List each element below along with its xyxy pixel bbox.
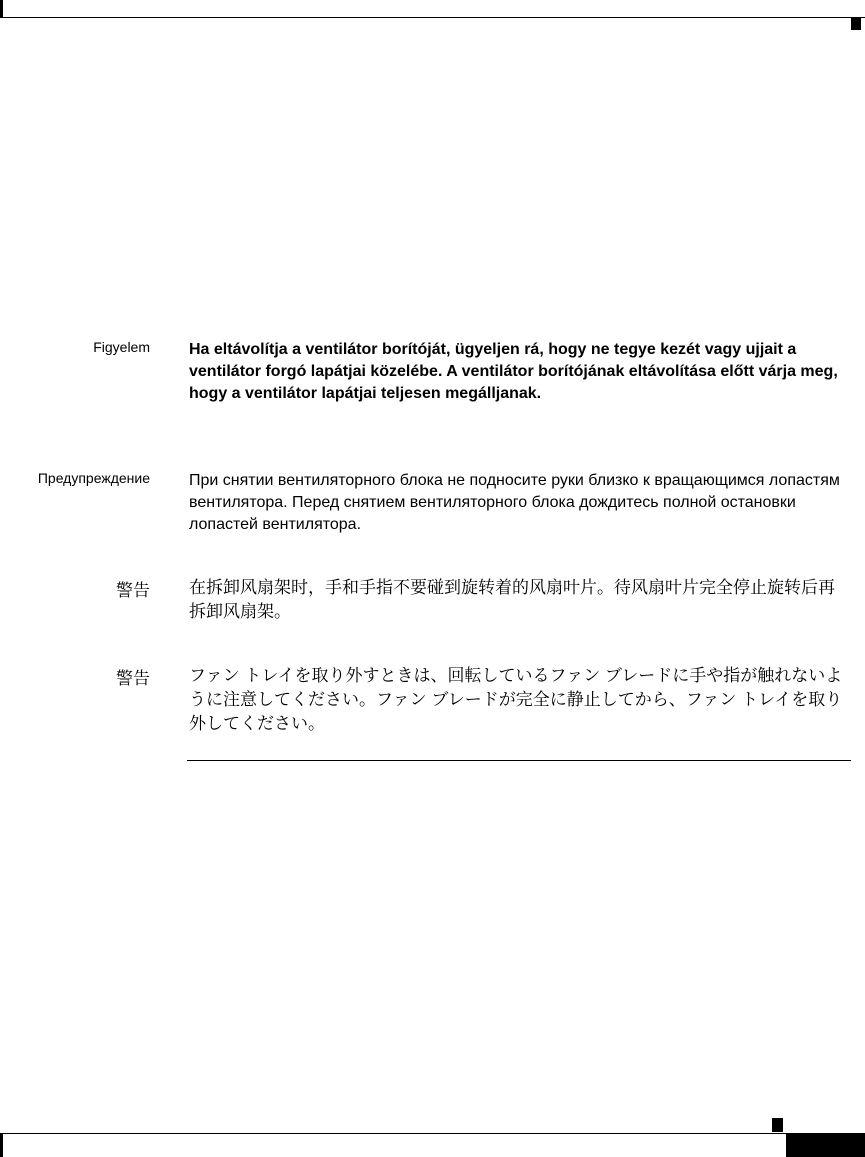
warning-label: 警告 bbox=[116, 669, 150, 688]
header-right-marker bbox=[851, 17, 861, 30]
warning-label: 警告 bbox=[116, 581, 150, 600]
warning-text: Ha eltávolítja a ventilátor borítóját, ügyeljen rá, hogy ne tegye kezét vagy ujjait a ventilátor forgó lapátjai közelébe. A ventilátor borítójának eltávolítása előtt várja meg, hogy a ventilátor lapátjai teljesen megálljanak. bbox=[189, 341, 838, 402]
warning-text: 在拆卸风扇架时，手和手指不要碰到旋转着的风扇叶片。待风扇叶片完全停止旋转后再拆卸风扇架。 bbox=[189, 578, 835, 621]
footer-marker bbox=[772, 1118, 783, 1132]
warning-label: Предупреждение bbox=[37, 470, 150, 486]
header-rule bbox=[0, 17, 865, 18]
footer-rule bbox=[0, 1133, 865, 1134]
warning-text: При снятии вентиляторного блока не подносите руки близко к вращающимся лопастям вентилятора. Перед снятием вентиляторного блока дождитесь полной остановки лопастей вентилятора. bbox=[189, 472, 840, 533]
section-divider bbox=[187, 760, 851, 761]
footer-page-tab bbox=[786, 1134, 865, 1157]
warning-text: ファン トレイを取り外すときは、回転しているファン ブレードに手や指が触れないように注意してください。ファン ブレードが完全に静止してから、ファン トレイを取り外してください。 bbox=[189, 666, 843, 733]
footer-left-marker bbox=[0, 1133, 3, 1157]
warning-label: Figyelem bbox=[93, 339, 150, 355]
header-left-marker bbox=[0, 0, 3, 18]
